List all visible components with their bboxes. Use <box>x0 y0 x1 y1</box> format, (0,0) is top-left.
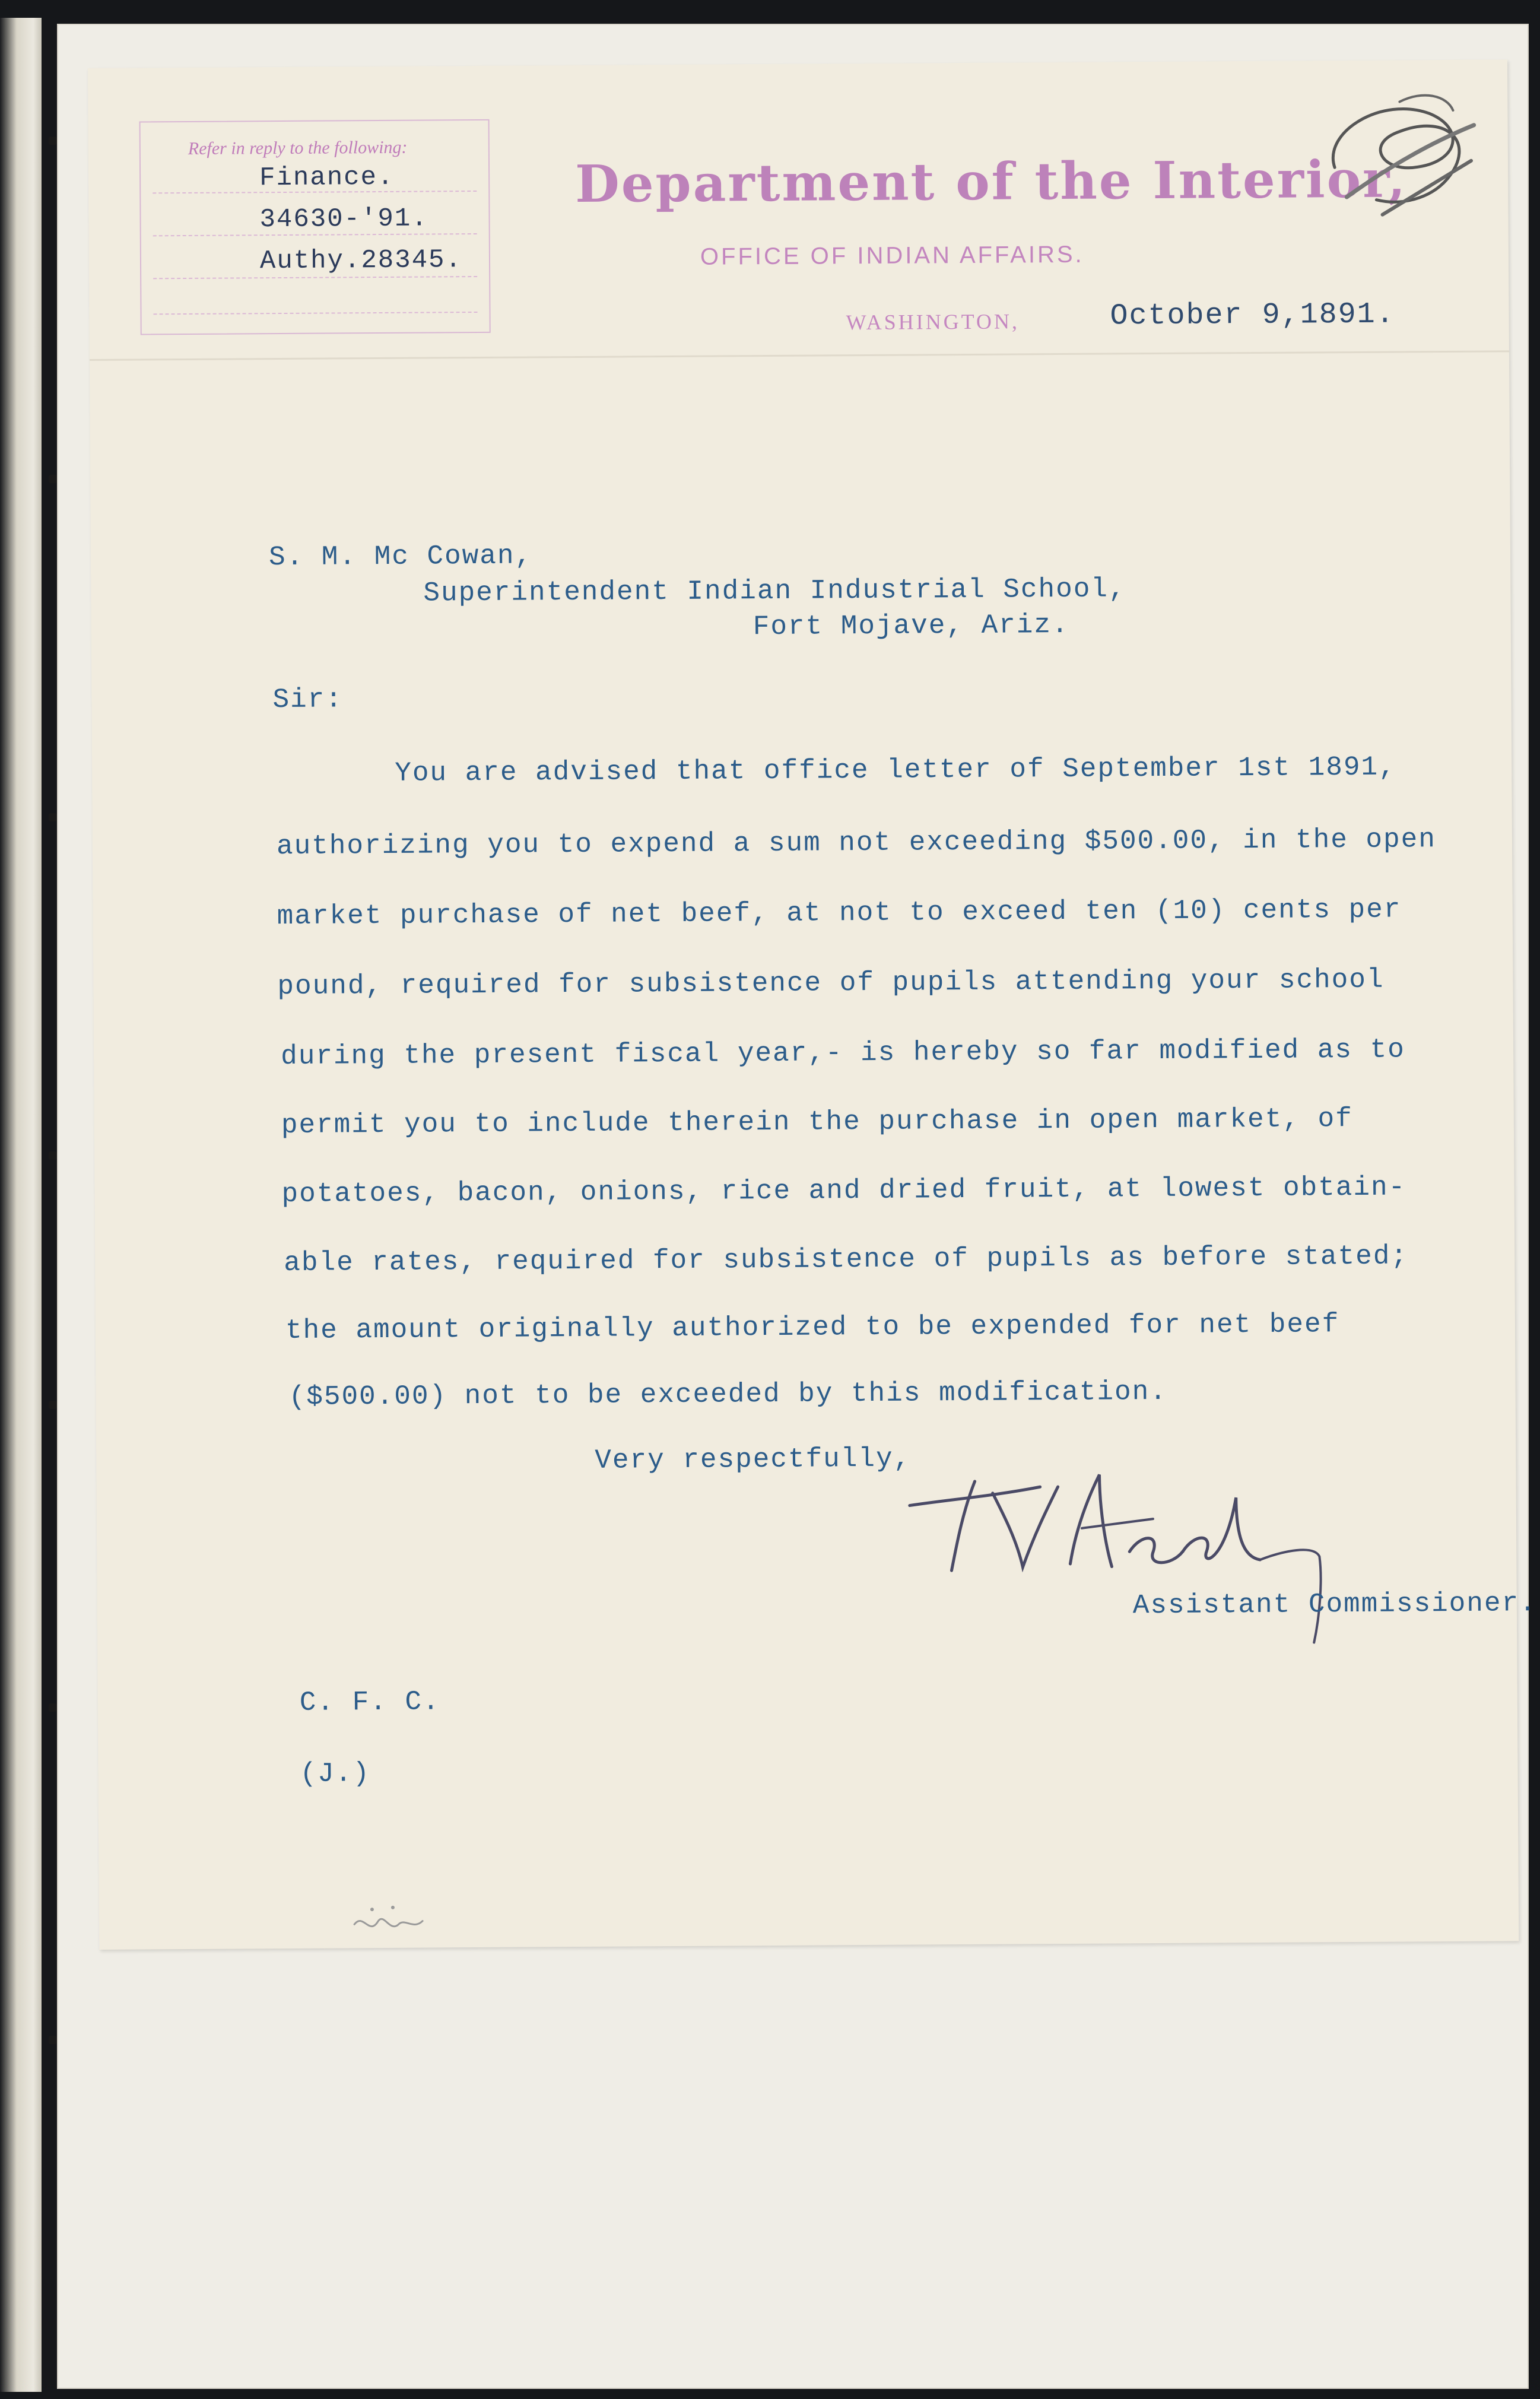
salutation: Sir: <box>272 684 344 716</box>
binding-mark <box>49 1401 57 1409</box>
body-line: authorizing you to expend a sum not exceeding $500.00, in the open <box>276 824 1437 862</box>
addressee-title: Superintendent Indian Industrial School, <box>423 573 1126 609</box>
body-line: potatoes, bacon, onions, rice and dried fruit, at lowest obtain- <box>281 1172 1406 1210</box>
signature-icon <box>903 1461 1332 1654</box>
reference-rule <box>154 312 478 315</box>
letter-fold <box>90 350 1509 361</box>
addressee-location: Fort Mojave, Ariz. <box>752 609 1069 643</box>
letter-date: October 9,1891. <box>1110 297 1395 334</box>
flourish-mark-icon <box>1310 78 1484 239</box>
reference-rule <box>153 276 477 279</box>
body-line: market purchase of net beef, at not to exceed ten (10) cents per <box>277 894 1402 932</box>
body-line: the amount originally authorized to be expended for net beef <box>285 1309 1340 1347</box>
body-line: You are advised that office letter of September 1st 1891, <box>395 751 1396 789</box>
binding-mark <box>49 1151 57 1160</box>
body-line: able rates, required for subsistence of pupils as before stated; <box>284 1240 1409 1279</box>
reference-caption: Refer in reply to the following: <box>188 137 408 158</box>
addressee-name: S. M. Mc Cowan, <box>268 540 533 573</box>
reference-line-finance: Finance. <box>259 162 395 193</box>
reference-line-authority: Authy.28345. <box>259 245 462 277</box>
reference-line-number: 34630-'91. <box>259 204 428 235</box>
binding-mark <box>49 475 57 483</box>
binding-mark <box>49 2036 57 2044</box>
body-line: during the present fiscal year,- is hereby so far modified as to <box>281 1034 1405 1072</box>
binding-mark <box>49 813 57 821</box>
reference-box <box>139 119 491 335</box>
letter-page <box>88 59 1537 1950</box>
closing: Very respectfully, <box>595 1443 912 1476</box>
binding-edge <box>0 18 42 2392</box>
place-label: WASHINGTON, <box>846 309 1020 335</box>
pencil-mark-icon <box>348 1900 431 1949</box>
binding-mark <box>49 137 57 145</box>
office-heading: OFFICE OF INDIAN AFFAIRS. <box>700 241 1084 270</box>
initials-line: (J.) <box>300 1758 371 1789</box>
binding-mark <box>49 1703 57 1712</box>
initials-line: C. F. C. <box>299 1686 440 1718</box>
body-line: pound, required for subsistence of pupils attending your school <box>277 964 1385 1002</box>
body-line: permit you to include therein the purchase in open market, of <box>281 1103 1353 1141</box>
department-heading: Department of the Interior, <box>574 149 1408 214</box>
signatory-title: Assistant Commissioner. <box>1132 1588 1537 1621</box>
body-line: ($500.00) not to be exceeded by this modification. <box>288 1376 1168 1413</box>
